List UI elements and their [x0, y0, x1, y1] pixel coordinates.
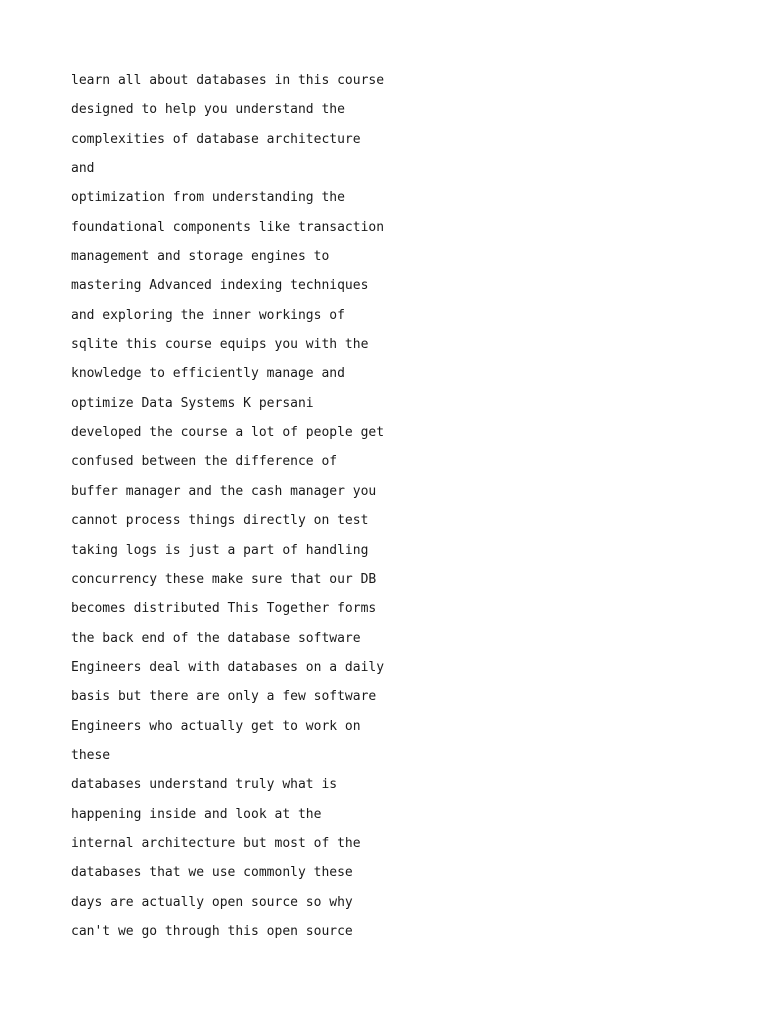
text-line: and — [71, 161, 95, 177]
text-line: databases understand truly what is — [71, 777, 338, 793]
text-line: sqlite this course equips you with the — [71, 337, 369, 353]
text-line: concurrency these make sure that our DB — [71, 571, 377, 587]
text-line: management and storage engines to — [71, 249, 330, 265]
text-line: developed the course a lot of people get — [71, 425, 385, 441]
text-line: optimization from understanding the — [71, 190, 345, 206]
text-line: taking logs is just a part of handling — [71, 542, 369, 558]
transcript-text — [71, 66, 671, 946]
text-line: basis but there are only a few software — [71, 689, 377, 705]
text-line: knowledge to efficiently manage and — [71, 366, 345, 382]
text-line: Engineers who actually get to work on — [71, 718, 361, 734]
text-line: days are actually open source so why — [71, 894, 353, 910]
text-line: confused between the difference of — [71, 454, 338, 470]
text-line: Engineers deal with databases on a daily — [71, 659, 385, 675]
text-line: complexities of database architecture — [71, 131, 361, 147]
text-line: happening inside and look at the — [71, 806, 322, 822]
text-line: can't we go through this open source — [71, 923, 353, 939]
text-line: buffer manager and the cash manager you — [71, 483, 377, 499]
text-line: databases that we use commonly these — [71, 865, 353, 881]
text-line: designed to help you understand the — [71, 102, 345, 118]
text-line: internal architecture but most of the — [71, 835, 361, 851]
text-line: mastering Advanced indexing techniques — [71, 278, 369, 294]
text-line: the back end of the database software — [71, 630, 361, 646]
text-line: and exploring the inner workings of — [71, 307, 345, 323]
text-line: cannot process things directly on test — [71, 513, 369, 529]
text-line: these — [71, 747, 111, 763]
text-line: optimize Data Systems K persani — [71, 395, 314, 411]
text-line: foundational components like transaction — [71, 219, 385, 235]
text-line: learn all about databases in this course — [71, 73, 385, 88]
text-line: becomes distributed This Together forms — [71, 601, 377, 617]
